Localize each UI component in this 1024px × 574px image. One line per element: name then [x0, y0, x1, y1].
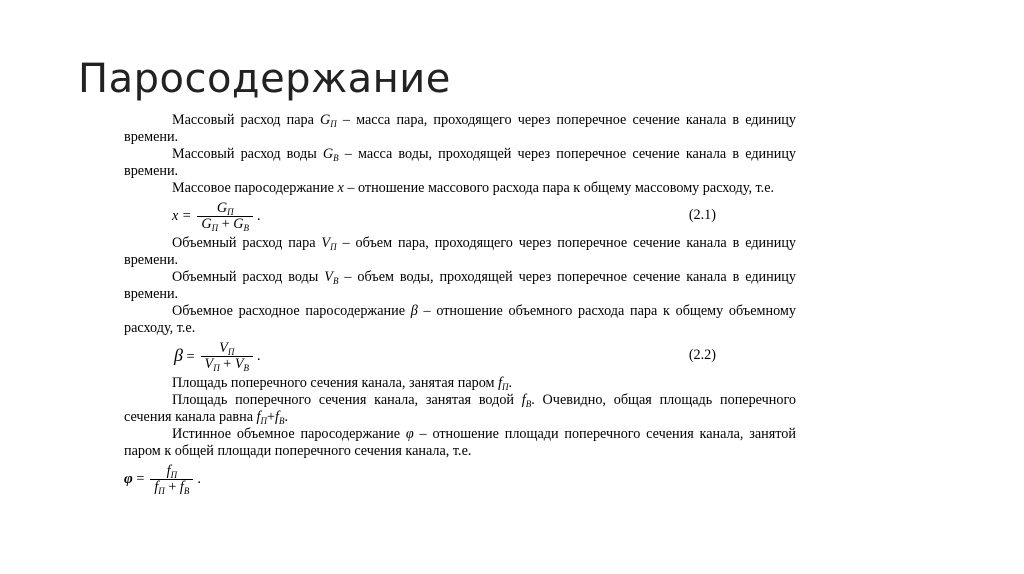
subscript: П [158, 485, 165, 496]
paragraph-steam-area [124, 375, 796, 392]
denominator-term: f [179, 478, 184, 495]
paragraph-mass-steam-flow [124, 112, 796, 146]
subscript: П [260, 416, 267, 426]
subscript: П [502, 382, 509, 392]
numerator: f [166, 462, 171, 479]
symbol: x [337, 180, 344, 196]
symbol: V [324, 269, 333, 285]
text: Истинное объемное паросодержание [172, 426, 406, 442]
text: – отношение массового расхода пара к общему массовому расходу, т.е. [343, 180, 775, 196]
text: Объемное расходное паросодержание [172, 303, 411, 319]
symbol: G [322, 146, 334, 162]
text: – объем пара, проходящего через поперечное сечение канала в единицу времени. [124, 235, 797, 268]
text: – масса пара, проходящего через поперечное сечение канала в единицу времени. [124, 112, 796, 145]
formula-lhs: φ [124, 470, 133, 487]
formula-lhs: β [174, 344, 183, 365]
formula-lhs: x = [172, 207, 192, 224]
formula-2-1 [124, 199, 796, 233]
period: . [197, 470, 201, 487]
symbol: β [410, 303, 418, 319]
document-body [124, 112, 796, 498]
text: . [508, 375, 513, 391]
text: Площадь поперечного сечения канала, занятая водой [172, 392, 522, 408]
equals-sign: = [182, 348, 195, 365]
subscript: П [330, 242, 337, 252]
formula-void-fraction [124, 462, 796, 496]
paragraph-void-fraction [124, 426, 796, 460]
subscript: В [278, 416, 285, 426]
period: . [257, 207, 261, 224]
operator: + [218, 215, 234, 232]
symbol: f [275, 409, 279, 425]
paragraph-volume-quality [124, 303, 796, 337]
fraction [197, 201, 253, 232]
equation-number: (2.1) [688, 207, 716, 223]
subscript: В [243, 362, 249, 373]
text: – отношение объемного расхода пара к общему объемному расходу, т.е. [124, 303, 796, 336]
paragraph-water-area [124, 392, 796, 426]
operator: + [219, 355, 235, 372]
subscript: П [330, 119, 337, 129]
fraction [150, 464, 193, 495]
denominator-term: V [234, 355, 244, 372]
slide-title: Паросодержание [78, 56, 451, 102]
text: Массовый расход пара [172, 112, 321, 128]
subscript: П [227, 346, 235, 357]
paragraph-mass-water-flow [124, 146, 796, 180]
symbol: f [498, 375, 503, 391]
text: – отношение площади поперечного сечения канала, занятой паром к общей площади поперечного сечения канала, т.е. [124, 426, 796, 459]
symbol: f [256, 409, 261, 425]
text: – масса воды, проходящей через поперечное сечение канала в единицу времени. [124, 146, 797, 179]
text: . Очевидно, общая площадь поперечного сечения канала равна [124, 392, 797, 425]
subscript: В [525, 399, 532, 409]
subscript: П [213, 362, 220, 373]
text: Объемный расход воды [172, 269, 325, 285]
denominator-term: G [233, 215, 244, 232]
text: Массовое паросодержание [172, 180, 338, 196]
formula-2-2 [124, 339, 796, 373]
text: Массовый расход воды [172, 146, 323, 162]
operator: + [267, 409, 276, 425]
numerator: V [219, 339, 228, 356]
text: Площадь поперечного сечения канала, занятая паром [172, 375, 499, 391]
subscript: В [333, 153, 339, 163]
symbol: φ [405, 426, 414, 442]
denominator-term: V [204, 355, 214, 372]
numerator: G [216, 199, 228, 216]
subscript: П [227, 206, 234, 217]
text: – объем воды, проходящей через поперечное сечение канала в единицу времени. [124, 269, 796, 302]
symbol: f [521, 392, 526, 408]
symbol: V [321, 235, 331, 251]
subscript: В [183, 485, 190, 496]
paragraph-mass-quality [124, 180, 796, 197]
equals-sign: = [132, 470, 145, 487]
paragraph-volume-steam-flow [124, 235, 796, 269]
period: . [256, 347, 261, 364]
operator: + [164, 478, 180, 495]
equation-number: (2.2) [688, 347, 716, 363]
denominator-term: f [154, 478, 159, 495]
denominator-term: G [201, 215, 212, 232]
subscript: П [211, 222, 219, 233]
fraction [201, 341, 253, 372]
text: . [284, 409, 289, 425]
subscript: В [243, 222, 250, 233]
subscript: В [332, 276, 339, 286]
paragraph-volume-water-flow [124, 269, 796, 303]
symbol: G [320, 112, 331, 128]
text: Объемный расход пара [172, 235, 322, 251]
subscript: П [170, 469, 178, 480]
